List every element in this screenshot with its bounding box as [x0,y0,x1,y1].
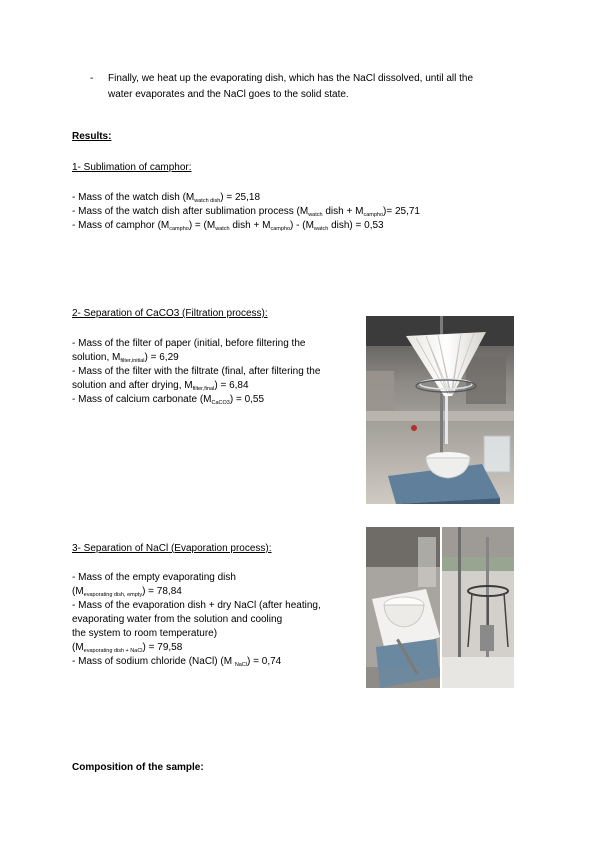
s1-mass-camphor [72,220,384,232]
s3-l7-sub: NaCl [234,662,248,668]
s2-l2-sub: filter,initial [120,358,145,364]
intro-line-2: water evaporates and the NaCl goes to the solid state. [108,89,349,100]
s2-l2-value: ) = 6,29 [144,352,179,363]
s1-l3-text: - Mass of camphor (M [72,220,170,231]
s3-mass-nacl [72,656,281,668]
s1-l3-sub1: campho [169,226,189,232]
s3-line-1: - Mass of the empty evaporating dish [72,572,236,583]
s2-l2-text: solution, M [72,352,121,363]
s1-l3-value: dish) = 0,53 [328,220,384,231]
s3-l6-value: ) = 79,58 [142,642,183,653]
s1-l2-value: )= 25,71 [383,206,420,217]
s2-l5-text: - Mass of calcium carbonate (M [72,394,212,405]
s2-l4-sub: filter,final [192,386,215,392]
s1-l2-text: - Mass of the watch dish after sublimation process (M [72,206,309,217]
evaporation-photo-left-graphic [366,527,440,688]
s3-l6-sub: evaporating dish + NaCl [83,648,143,654]
s3-l6-text: (M [72,642,84,653]
composition-heading: Composition of the sample: [72,762,204,773]
evaporation-photo-right-graphic [442,527,514,688]
s1-l3-sub2: watch [215,226,230,232]
s3-line-4: evaporating water from the solution and cooling [72,614,283,625]
evaporation-photo-left [366,527,440,688]
s2-l5-sub: CaCO3 [211,400,230,406]
s1-mass-watch-dish [72,192,260,204]
s1-l3-sub3: campho [270,226,291,232]
s1-l2-mid: dish + M [322,206,364,217]
s3-empty-dish [72,586,182,598]
s1-l2-sub2: campho [363,212,384,218]
s2-l4-value: ) = 6,84 [214,380,249,391]
intro-line-1: Finally, we heat up the evaporating dish, which has the NaCl dissolved, until all the [108,73,474,84]
s3-l2-value: ) = 78,84 [142,586,182,597]
evaporation-photo-right [442,527,514,688]
s1-l3-mid1: ) = (M [188,220,216,231]
s1-l1-value: ) = 25,18 [220,192,261,203]
s3-line-5: the system to room temperature) [72,628,218,639]
section3-title: 3- Separation of NaCl (Evaporation process): [72,543,272,554]
s1-l3-sub4: watch [313,226,329,232]
s3-dish-nacl [72,642,182,654]
filtration-photo-graphic [366,316,514,504]
s2-line-3: - Mass of the filter with the filtrate (final, after filtering the [72,366,321,377]
s1-l3-mid3: ) - (M [290,220,314,231]
s2-l5-value: ) = 0,55 [229,394,265,405]
bullet-dash: - [90,73,94,84]
section2-title: 2- Separation of CaCO3 (Filtration process): [72,308,268,319]
s2-filter-final [72,380,249,392]
s1-mass-after-sublimation [72,206,420,218]
section1-title: 1- Sublimation of camphor: [72,162,192,173]
s3-l7-text: - Mass of sodium chloride (NaCl) (M [72,656,235,667]
s2-filter-initial [72,352,179,364]
s2-mass-caco3 [72,394,264,406]
s3-line-3: - Mass of the evaporation dish + dry NaCl (after heating, [72,600,321,611]
results-heading: Results: [72,131,112,142]
filtration-photo [366,316,514,504]
s3-l2-sub: evaporating dish, empty [83,592,143,598]
s3-l2-text: (M [72,586,84,597]
s1-l1-text: - Mass of the watch dish (M [72,192,195,203]
s1-l2-sub1: watch [308,212,323,218]
s2-line-1: - Mass of the filter of paper (initial, before filtering the [72,338,306,349]
s2-l4-text: solution and after drying, M [72,380,193,391]
s1-l3-mid2: dish + M [229,220,271,231]
s3-l7-value: ) = 0,74 [247,656,282,667]
s1-l1-sub: watch dish [194,198,221,204]
